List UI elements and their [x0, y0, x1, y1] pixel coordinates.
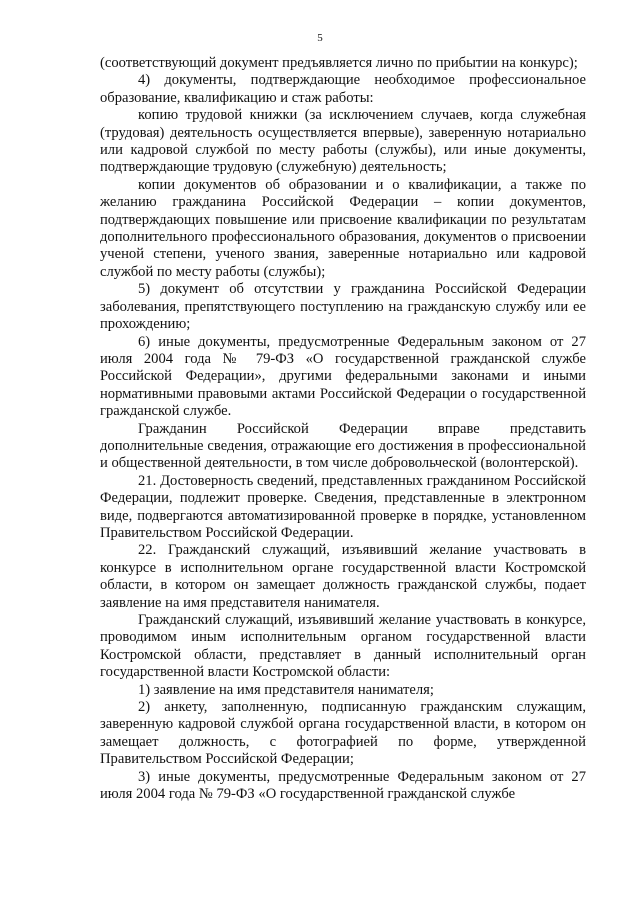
document-body: [100, 55, 586, 803]
paragraph-sub-item-2: 2) анкету, заполненную, подписанную гражданским служащим, заверенную кадровой службой органа государственной власти, в котором он замещает должность, с фотографией по форме, утвержденной Правительством Российской Федерации;: [100, 699, 586, 768]
paragraph-clause-21: 21. Достоверность сведений, представленных гражданином Российской Федерации, подлежит проверке. Сведения, представленные в электронном виде, подвергаются автоматизированной проверке в порядке, установленном Правительством Российской Федерации.: [100, 472, 586, 541]
paragraph-continuation: (соответствующий документ предъявляется лично по прибытии на конкурс);: [100, 55, 578, 71]
paragraph-item-6: 6) иные документы, предусмотренные Федеральным законом от 27 июля 2004 года № 79-ФЗ «О государственной гражданской службе Российской Федерации», другими федеральными законами и иными нормативными правовыми актами Российской Федерации о государственной гражданской службе.: [100, 333, 586, 420]
paragraph-other-organ: Гражданский служащий, изъявивший желание участвовать в конкурсе, проводимом иным исполнительным органом государственной власти Костромской области, представляет в данный исполнительный орган государственной власти Костромской области:: [100, 612, 586, 681]
paragraph-sub-item-1: 1) заявление на имя представителя нанимателя;: [138, 681, 434, 698]
page-number: 5: [317, 32, 323, 44]
paragraph-work-book: копию трудовой книжки (за исключением случаев, когда служебная (трудовая) деятельность осуществляется впервые), заверенную нотариально или кадровой службой по месту работы (службы), или иные документы, подтверждающие трудовую (служебную) деятельность;: [100, 107, 586, 176]
paragraph-item-5: 5) документ об отсутствии у гражданина Российской Федерации заболевания, препятствующего поступлению на гражданскую службу или ее прохождению;: [100, 281, 586, 333]
paragraph-item-4: 4) документы, подтверждающие необходимое профессиональное образование, квалификацию и стаж работы:: [100, 72, 586, 106]
paragraph-sub-item-3: 3) иные документы, предусмотренные Федеральным законом от 27 июля 2004 года № 79-ФЗ «О государственной гражданской службе: [100, 768, 586, 803]
paragraph-additional-info: Гражданин Российской Федерации вправе представить дополнительные сведения, отражающие его достижения в профессиональной и общественной деятельности, в том числе добровольческой (волонтерской).: [100, 420, 586, 472]
paragraph-clause-22: 22. Гражданский служащий, изъявивший желание участвовать в конкурсе в исполнительном органе государственной власти Костромской области, в котором он замещает должность гражданской службы, подает заявление на имя представителя нанимателя.: [100, 542, 586, 611]
paragraph-education-copies: копии документов об образовании и о квалификации, а также по желанию гражданина Российской Федерации – копии документов, подтверждающих повышение или присвоение квалификации по результатам дополнительного профессионального образования, документов о присвоении ученой степени, ученого звания, заверенные нотариально или кадровой службой по месту работы (службы);: [100, 176, 586, 280]
